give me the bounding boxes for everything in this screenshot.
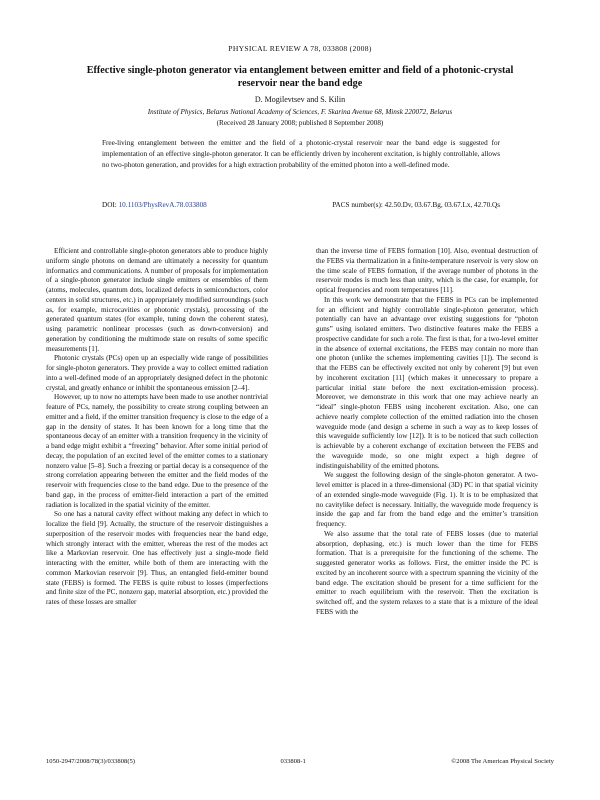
- paragraph: So one has a natural cavity effect without making any defect in which to localize the field [9]. Actually, the structure of the reservoir distinguishes a superposition of the reservoir modes with frequencies near the band edge, which strongly interact with the emitter, whereas the rest of the modes act like a Markovian reservoir. One has effectively just a single-mode field interacting with the emitter, while both of them are interacting with the common Markovian reservoir [9]. Thus, an entangled field-emitter bound state (FEBS) is formed. The FEBS is quite robust to losses (imperfections and finite size of the PC, nonzero gap, material absorption, etc.) provided the rates of these losses are smaller: [46, 510, 268, 606]
- paragraph: Efficient and controllable single-photon generators able to produce highly uniform single photons on demand are ultimately a necessity for quantum informatics and communications. A number of proposals for implementation of a single-photon generator include single emitters or ensembles of them (atoms, molecules, quantum dots, localized defects in semiconductors, color centers in solid structures, etc.) in appropriately modified surroundings (such as, for example, microcavities or photonic crystals), processing of the generated quantum states (for example, tuning down the coherent states), using parametric nonlinear processes (such as down-conversion) and generation by conditioning the multimode state on results of some specific measurements [1].: [46, 247, 268, 353]
- page-footer: [46, 758, 554, 765]
- running-head: PHYSICAL REVIEW A 78, 033808 (2008): [228, 44, 372, 53]
- paragraph: In this work we demonstrate that the FEBS in PCs can be implemented for an efficient and highly controllable single-photon generator, which potentially can have an advantage over existing suggestions for “photon guns” using isolated emitters. Two distinctive features make the FEBS a prospective candidate for such a role. The first is that, for a two-level emitter in the absence of external excitations, the FEBS may contain no more than one photon (unlike the schemes implementing cavities [1]). The second is that the FEBS can be effectively excited not only by coherent [9] but even by incoherent excitation [11] (which makes it unnecessary to prepare a particular initial state before the next excitation-emission process). Moreover, we demonstrate in this work that one may achieve nearly an “ideal” single-photon FEBS using incoherent excitation. Also, one can achieve nearly complete collection of the emitted radiation into the chosen waveguide mode (and design a scheme in such a way as to keep losses of this waveguide sufficiently low [12]). It is to be noticed that such collection is achievable by a coherent exchange of excitation between the FEBS and the waveguide mode, so one might expect a high degree of indistinguishability of the emitted photons.: [316, 295, 538, 470]
- footer-issn: 1050-2947/2008/78(3)/033808(5): [46, 758, 136, 765]
- paragraph: We suggest the following design of the single-photon generator. A two-level emitter is placed in a three-dimensional (3D) PC in that spatial vicinity of an extended single-mode waveguide (Fig. 1). It is to be emphasized that no cavitylike defect is necessary. Initially, the waveguide mode frequency is inside the gap and far from the band edge and the emitter’s transition frequency.: [316, 471, 538, 528]
- abstract: Free-living entanglement between the emitter and the field of a photonic-crystal reservoir near the band edge is suggested for implementation of an effective single-photon generator. It can be efficiently driven by incoherent excitation, is highly controllable, allows no two-photon generation, and provides for a high extraction probability of the emitted photon into a well-defined mode.: [102, 139, 500, 169]
- paragraph: However, up to now no attempts have been made to use another nontrivial feature of PCs, namely, the possibility to create strong coupling between an emitter and a field, if the emitter transition frequency is close to the edge of a gap in the density of states. It has been known for a long time that the spontaneous decay of an emitter with a transition frequency in the vicinity of a band edge might exhibit a “freezing” behavior. After some initial period of decay, the population of an excited level of the emitter comes to a stationary nonzero value [5–8]. Such a freezing or partial decay is a consequence of the strong correlation appearing between the emitter and the field modes of the reservoir with frequencies close to the band edge. Due to the presence of the band gap, in the process of emitter-field interaction a part of the emitted radiation is localized in the spatial vicinity of the emitter.: [46, 393, 268, 509]
- right-column: [316, 247, 538, 618]
- authors: D. Mogilevtsev and S. Kilin: [254, 95, 346, 104]
- doi-link[interactable]: 10.1103/PhysRevA.78.033808: [118, 201, 207, 209]
- received-dates: (Received 28 January 2008; published 8 September 2008): [216, 119, 384, 127]
- paragraph: We also assume that the total rate of FEBS losses (due to material absorption, dephasing, etc.) is much lower than the time for FEBS formation. That is a prerequisite for the functioning of the scheme. The suggested generator works as follows. First, the emitter inside the PC is excited by an incoherent source with a spectrum spanning the vicinity of the band edge. The excitation should be present for a time sufficient for the emitter to reach equilibrium with the reservoir. Then the excitation is switched off, and the system relaxes to a state that is a mixture of the ideal FEBS with the: [316, 529, 538, 616]
- doi-pacs-line: [102, 201, 500, 209]
- copyright: ©2008 The American Physical Society: [451, 758, 554, 765]
- doi-label: DOI:: [102, 201, 117, 209]
- paper-title: Effective single-photon generator via entanglement between emitter and field of a photonic-crystal reservoir near the band edge: [86, 65, 514, 89]
- pacs-numbers: PACS number(s): 42.50.Dv, 03.67.Bg, 03.67.Lx, 42.70.Qs: [332, 201, 500, 209]
- doi: [102, 201, 207, 209]
- paragraph: than the inverse time of FEBS formation [10]. Also, eventual destruction of the FEBS via thermalization in a finite-temperature reservoir is very slow on the time scale of FEBS formation, if the average number of photons in the reservoir modes is much less than unity, which is the case, for example, for optical frequencies and room temperatures [11].: [316, 247, 538, 294]
- paragraph: Photonic crystals (PCs) open up an especially wide range of possibilities for single-photon generators. They provide a way to collect emitted radiation into a well-defined mode of an appropriately designed defect in the photonic crystal, and greatly enhance or inhibit the spontaneous emission [2–4].: [46, 354, 268, 392]
- left-column: [46, 247, 268, 608]
- affiliation: Institute of Physics, Belarus National Academy of Sciences, F. Skarina Avenue 68, Minsk 220072, Belarus: [147, 108, 453, 116]
- page-number: 033808-1: [280, 758, 306, 765]
